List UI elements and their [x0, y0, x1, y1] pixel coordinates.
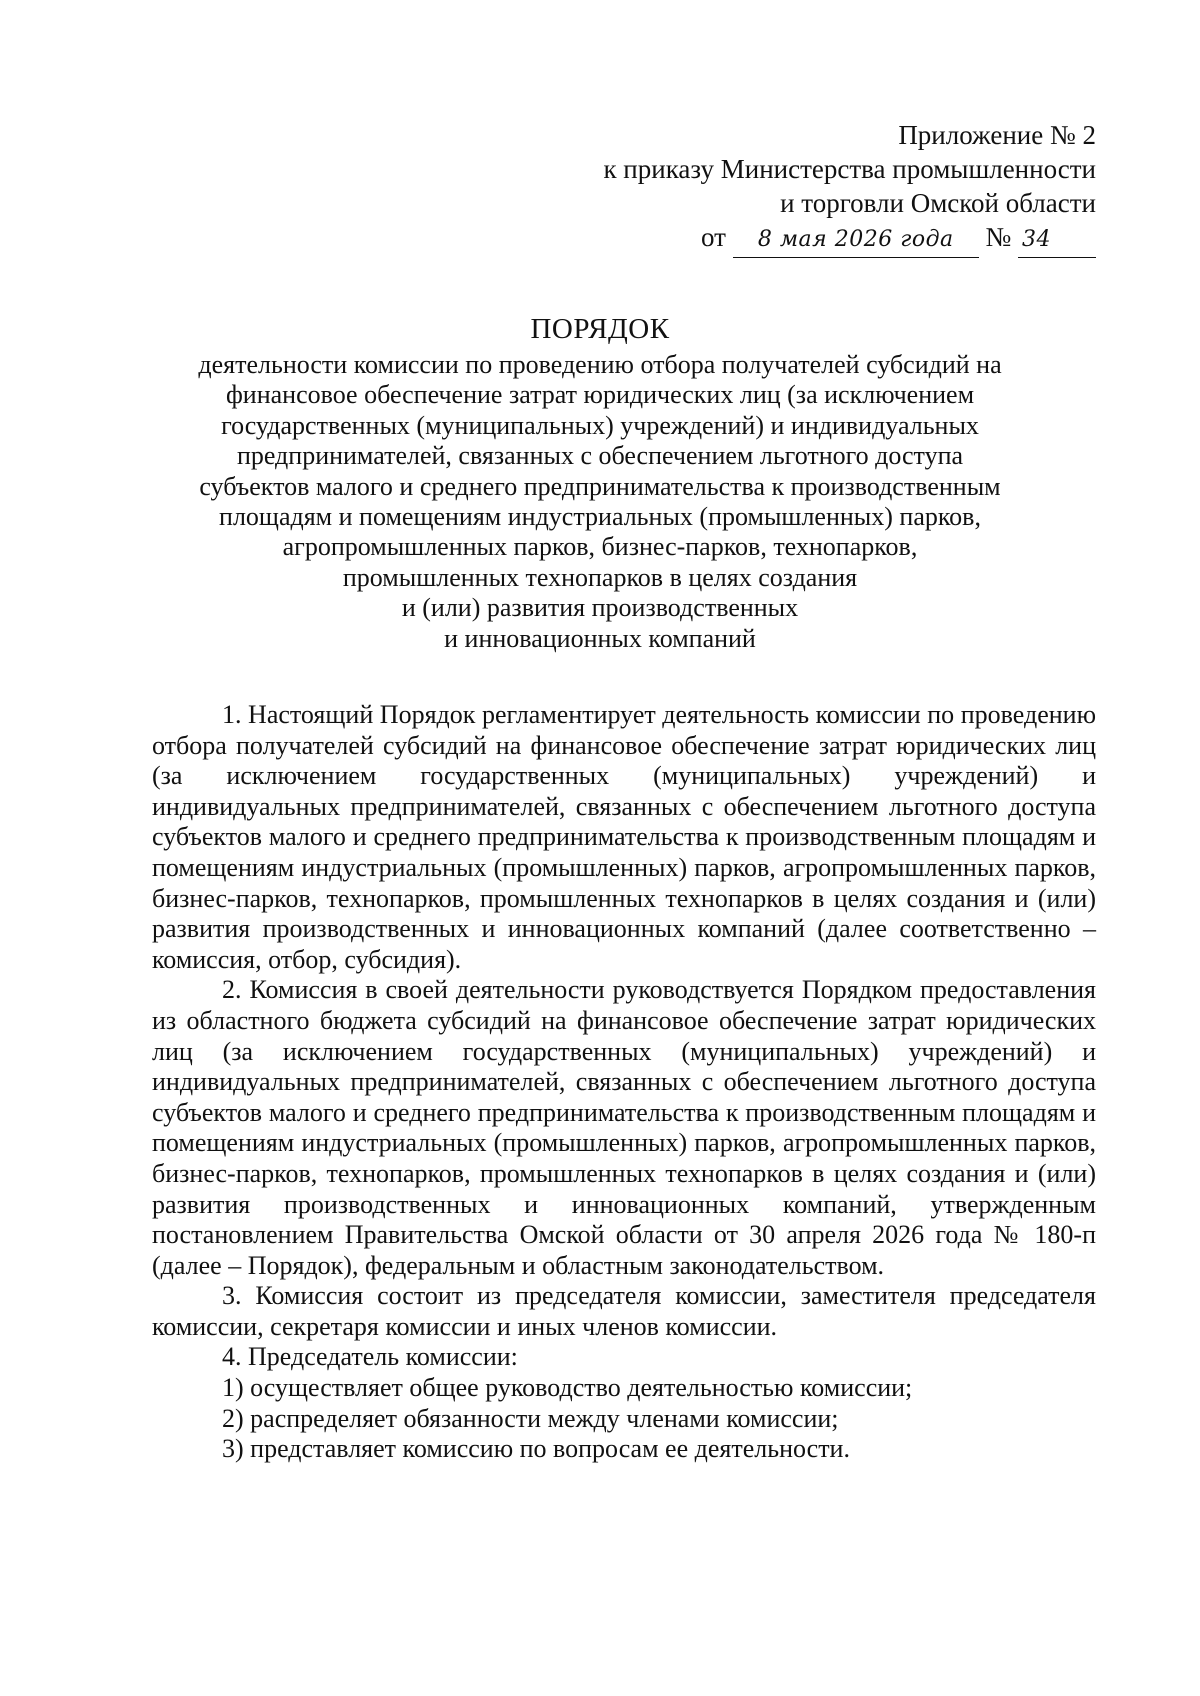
- date-prefix: от: [701, 222, 726, 252]
- number-sign: №: [985, 222, 1012, 252]
- paragraph-1: 1. Настоящий Порядок регламентирует деятельность комиссии по проведению отбора получателей субсидий на финансовое обеспечение затрат юридических лиц (за исключением государственных (муниципальных) учреждений) и индивидуальных предпринимателей, связанных с обеспечением льготного доступа субъектов малого и среднего предпринимательства к производственным площадям и помещениям индустриальных (промышленных) парков, агропромышленных парков, бизнес-парков, технопарков, промышленных технопарков в целях создания и (или) развития производственных и инновационных компаний (далее соответственно – комиссия, отбор, субсидия).: [152, 700, 1096, 974]
- chair-item: 1) осуществляет общее руководство деятельностью комиссии;: [222, 1373, 913, 1403]
- handwritten-number: 34: [1018, 223, 1096, 258]
- document-title: ПОРЯДОК: [530, 313, 670, 345]
- paragraph-2: 2. Комиссия в своей деятельности руководствуется Порядком предоставления из областного бюджета субсидий на финансовое обеспечение затрат юридических лиц (за исключением государственных (муниципальных) учреждений) и индивидуальных предпринимателей, связанных с обеспечением льготного доступа субъектов малого и среднего предпринимательства к производственным площадям и помещениям индустриальных (промышленных) парков, агропромышленных парков, бизнес-парков, технопарков, промышленных технопарков в целях создания и (или) развития производственных и инновационных компаний, утвержденным постановлением Правительства Омской области от 30 апреля 2026 года № 180-п (далее – Порядок), федеральным и областным законодательством.: [152, 975, 1096, 1280]
- paragraph-3: 3. Комиссия состоит из председателя комиссии, заместителя председателя комиссии, секретаря комиссии и иных членов комиссии.: [152, 1281, 1096, 1341]
- chair-item: 3) представляет комиссию по вопросам ее деятельности.: [222, 1434, 850, 1464]
- subtitle-line: агропромышленных парков, бизнес-парков, технопарков,: [282, 532, 918, 562]
- subtitle-line: деятельности комиссии по проведению отбора получателей субсидий на: [198, 350, 1002, 379]
- subtitle-line: государственных (муниципальных) учреждений) и индивидуальных: [221, 410, 979, 440]
- appendix-header: [603, 118, 1096, 258]
- subtitle-line: предпринимателей, связанных с обеспечением льготного доступа: [236, 441, 964, 471]
- subtitle-line: промышленных технопарков в целях создания: [342, 562, 858, 592]
- subtitle-line: субъектов малого и среднего предпринимательства к производственным: [199, 471, 1001, 501]
- document-subtitle: [140, 350, 1060, 654]
- appendix-order-ref: к приказу Министерства промышленности: [603, 154, 1096, 184]
- handwritten-date: 8 мая 2026 года: [733, 223, 979, 258]
- chair-item: 2) распределяет обязанности между членами комиссии;: [222, 1403, 839, 1433]
- appendix-number: Приложение № 2: [898, 120, 1096, 150]
- subtitle-line: и инновационных компаний: [444, 623, 756, 653]
- document-body: [152, 700, 1096, 1465]
- subtitle-line: финансовое обеспечение затрат юридических лиц (за исключением: [225, 380, 975, 410]
- subtitle-line: площадям и помещениям индустриальных (промышленных) парков,: [219, 502, 981, 532]
- subtitle-line: и (или) развития производственных: [401, 593, 799, 623]
- chair-heading: 4. Председатель комиссии:: [222, 1342, 518, 1372]
- appendix-ministry: и торговли Омской области: [780, 188, 1096, 218]
- appendix-date-line: [603, 220, 1096, 258]
